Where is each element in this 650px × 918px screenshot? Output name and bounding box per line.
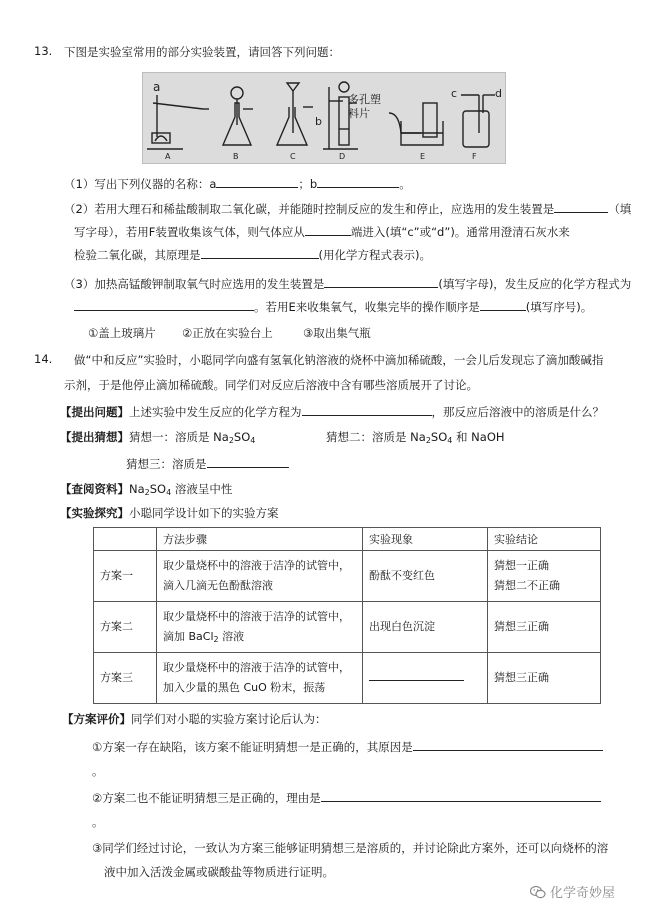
blank-co2-device[interactable] — [554, 200, 608, 213]
q13-option-1: ①盖上玻璃片 — [88, 326, 156, 340]
q14-explore-row — [60, 505, 279, 521]
blank-a-name[interactable] — [216, 175, 298, 188]
plan-method — [157, 653, 363, 704]
method-line1: 取少量烧杯中的溶液于洁净的试管中， — [163, 610, 350, 623]
guess1-mid: SO — [233, 430, 251, 444]
guess3-prefix: 猜想三：溶质是 — [126, 457, 207, 471]
q13-p2-l1-prefix: （2）若用大理石和稀盐酸制取二氧化碳，并能随时控制反应的发生和停止，应选用的发生装置是 — [64, 202, 555, 216]
guess2-mid: SO — [430, 430, 448, 444]
eval2-text: ②方案二也不能证明猜想三是正确的，理由是 — [92, 791, 321, 805]
wechat-icon — [530, 884, 546, 900]
q13-p3-l2-suffix: (填写序号)。 — [525, 300, 593, 314]
method-line1: 取少量烧杯中的溶液于洁净的试管中， — [163, 559, 350, 572]
label-C: C — [290, 152, 296, 161]
q14-eval3-line1: ③同学们经过讨论，一致认为方案三能够证明猜想三是溶质的，并讨论除此方案外，还可以向烧杯的溶 — [92, 841, 609, 855]
q13-p3-l2-prefix: 。若用E来收集氧气，收集完毕的操作顺序是 — [254, 300, 480, 314]
table-header: 实验现象 — [363, 528, 488, 551]
ref-sub2: 4 — [166, 488, 172, 497]
label-porous2: 料片 — [348, 107, 370, 120]
q14-eval-row — [62, 711, 327, 727]
q13-p1-end: 。 — [399, 177, 411, 191]
blank-limewater-equation[interactable] — [201, 246, 319, 259]
plan-method — [157, 551, 363, 602]
label-b: b — [315, 115, 322, 128]
plan-phenomenon: 酚酞不变红色 — [363, 551, 488, 602]
q13-part2-line1 — [64, 200, 631, 217]
table-row — [94, 551, 601, 602]
table-header: 实验结论 — [488, 528, 601, 551]
plan-method — [157, 602, 363, 653]
method-line2: 滴入几滴无色酚酞溶液 — [163, 579, 273, 592]
watermark-text: 化学奇妙屋 — [550, 886, 616, 901]
q13-part3-line1 — [64, 275, 631, 292]
ref-mid: SO — [149, 482, 167, 496]
plan-name: 方案三 — [94, 653, 157, 704]
ref-prefix: Na — [129, 482, 145, 496]
label-D: D — [339, 152, 346, 161]
q13-p2-l3-suffix: (用化学方程式表示)。 — [318, 248, 431, 262]
q13-part3-line2 — [74, 298, 592, 315]
label-B: B — [233, 152, 239, 161]
blank-guess3[interactable] — [207, 455, 289, 468]
q14-line2: 示剂，于是他停止滴加稀硫酸。同学们对反应后溶液中含有哪些溶质展开了讨论。 — [64, 378, 478, 392]
q13-p2-l1-suffix: （填 — [608, 202, 632, 216]
q14-number: 14. — [34, 352, 53, 366]
method-line1: 取少量烧杯中的溶液于洁净的试管中， — [163, 661, 350, 674]
question-prefix: 上述实验中发生反应的化学方程为 — [129, 405, 302, 419]
plan-phenomenon — [363, 653, 488, 704]
blank-gas-inlet[interactable] — [305, 223, 351, 236]
label-E: E — [420, 152, 426, 161]
apparatus-c — [277, 83, 313, 145]
plan-name: 方案一 — [94, 551, 157, 602]
label-d: d — [495, 87, 502, 100]
guess2-sub1: 2 — [425, 436, 431, 445]
guess1-sub1: 2 — [228, 436, 234, 445]
apparatus-a — [147, 95, 209, 149]
eval-text: 同学们对小聪的实验方案讨论后认为： — [131, 712, 327, 726]
q13-option-3: ③取出集气瓶 — [303, 326, 371, 340]
label-F: F — [472, 152, 477, 161]
guess2-suffix: 和 NaOH — [452, 430, 505, 444]
question-suffix: ，那反应后溶液中的溶质是什么？ — [431, 405, 604, 419]
guess1-sub2: 4 — [250, 436, 256, 445]
apparatus-figure — [142, 72, 506, 164]
q13-p2-l2-suffix: 端进入(填“c”或“d”)。通常用澄清石灰水来 — [350, 225, 570, 239]
q13-number: 13. — [34, 44, 53, 58]
label-porous: 多孔塑 — [348, 93, 381, 106]
blank-o2-device[interactable] — [324, 275, 438, 288]
tag-explore: 【实验探究】 — [60, 506, 129, 520]
q13-p3-l1-prefix: （3）加热高锰酸钾制取氧气时应选用的发生装置是 — [64, 277, 325, 291]
q14-guess-row — [60, 429, 255, 445]
q13-p3-l1-suffix: (填写字母)，发生反应的化学方程式为 — [438, 277, 632, 291]
q13-part1 — [64, 175, 411, 192]
table-header — [94, 528, 157, 551]
plan-conclusion: 猜想三正确 — [488, 602, 601, 653]
method-line2-prefix: 滴加 BaCl — [163, 630, 214, 643]
tag-question: 【提出问题】 — [60, 405, 129, 419]
apparatus-f — [461, 95, 495, 147]
blank-operation-order[interactable] — [480, 298, 526, 311]
blank-eval1-reason[interactable] — [413, 738, 603, 751]
blank-kmno4-equation[interactable] — [74, 298, 254, 311]
eval1-text: ①方案一存在缺陷，该方案不能证明猜想一是正确的，其原因是 — [92, 740, 413, 754]
q13-option-2: ②正放在实验台上 — [182, 326, 273, 340]
q13-part2-line3 — [74, 246, 431, 263]
apparatus-drawing — [143, 73, 505, 163]
q13-intro: 下图是实验室常用的部分实验装置，请回答下列问题： — [64, 45, 340, 59]
apparatus-e — [389, 103, 443, 145]
q14-guess3 — [126, 455, 289, 472]
ref-suffix: 溶液呈中性 — [171, 482, 233, 496]
method-line2: 加入少量的黑色 CuO 粉末，振荡 — [163, 681, 326, 694]
plan-phenomenon: 出现白色沉淀 — [363, 602, 488, 653]
q13-part2-line2 — [74, 223, 570, 240]
blank-eval2-reason[interactable] — [321, 789, 601, 802]
experiment-table — [93, 527, 601, 704]
conclusion-line1: 猜想一正确 — [494, 559, 549, 572]
label-a: a — [153, 80, 161, 94]
table-header: 方法步骤 — [157, 528, 363, 551]
blank-neutralization-equation[interactable] — [302, 403, 432, 416]
label-A: A — [165, 152, 171, 161]
tag-evaluation: 【方案评价】 — [62, 712, 131, 726]
blank-b-name[interactable] — [317, 175, 399, 188]
label-c: c — [451, 87, 458, 100]
conclusion-line2: 猜想二不正确 — [494, 579, 560, 592]
apparatus-b — [223, 87, 253, 145]
method-line2-sub: 2 — [213, 635, 219, 644]
q13-p2-l2-prefix: 写字母），若用F装置收集该气体，则气体应从 — [74, 225, 305, 239]
q14-eval1 — [92, 738, 603, 755]
q13-p2-l3-prefix: 检验二氧化碳，其原理是 — [74, 248, 201, 262]
q14-eval3-line2: 液中加入活泼金属或碳酸盐等物质进行证明。 — [104, 865, 334, 879]
method-line2-suffix: 溶液 — [218, 630, 245, 643]
tag-reference: 【查阅资料】 — [60, 482, 129, 496]
table-header-row — [94, 528, 601, 551]
q14-eval2 — [92, 789, 601, 806]
q13-p1-prefix: （1）写出下列仪器的名称：a — [64, 177, 217, 191]
guess1-prefix: 猜想一：溶质是 Na — [129, 430, 229, 444]
guess2-prefix: 猜想二：溶质是 Na — [326, 430, 426, 444]
table-row — [94, 653, 601, 704]
table-row — [94, 602, 601, 653]
blank-plan3-phenomenon[interactable] — [369, 668, 464, 681]
plan-conclusion — [488, 551, 601, 602]
q14-reference-row — [60, 481, 232, 497]
ref-sub1: 2 — [144, 488, 150, 497]
q14-line1: 做“中和反应”实验时，小聪同学向盛有氢氧化钠溶液的烧杯中滴加稀硫酸，一会儿后发现忘了滴加酸碱指 — [74, 353, 604, 367]
q14-guess2 — [326, 429, 505, 445]
q14-question-row — [60, 403, 604, 420]
guess2-sub2: 4 — [447, 436, 453, 445]
watermark — [530, 882, 615, 901]
eval1-end: 。 — [92, 764, 104, 778]
eval2-end: 。 — [92, 815, 104, 829]
q13-p1-sep: ；b — [298, 177, 318, 191]
plan-conclusion: 猜想三正确 — [488, 653, 601, 704]
explore-text: 小聪同学设计如下的实验方案 — [129, 506, 279, 520]
tag-guess: 【提出猜想】 — [60, 430, 129, 444]
plan-name: 方案二 — [94, 602, 157, 653]
